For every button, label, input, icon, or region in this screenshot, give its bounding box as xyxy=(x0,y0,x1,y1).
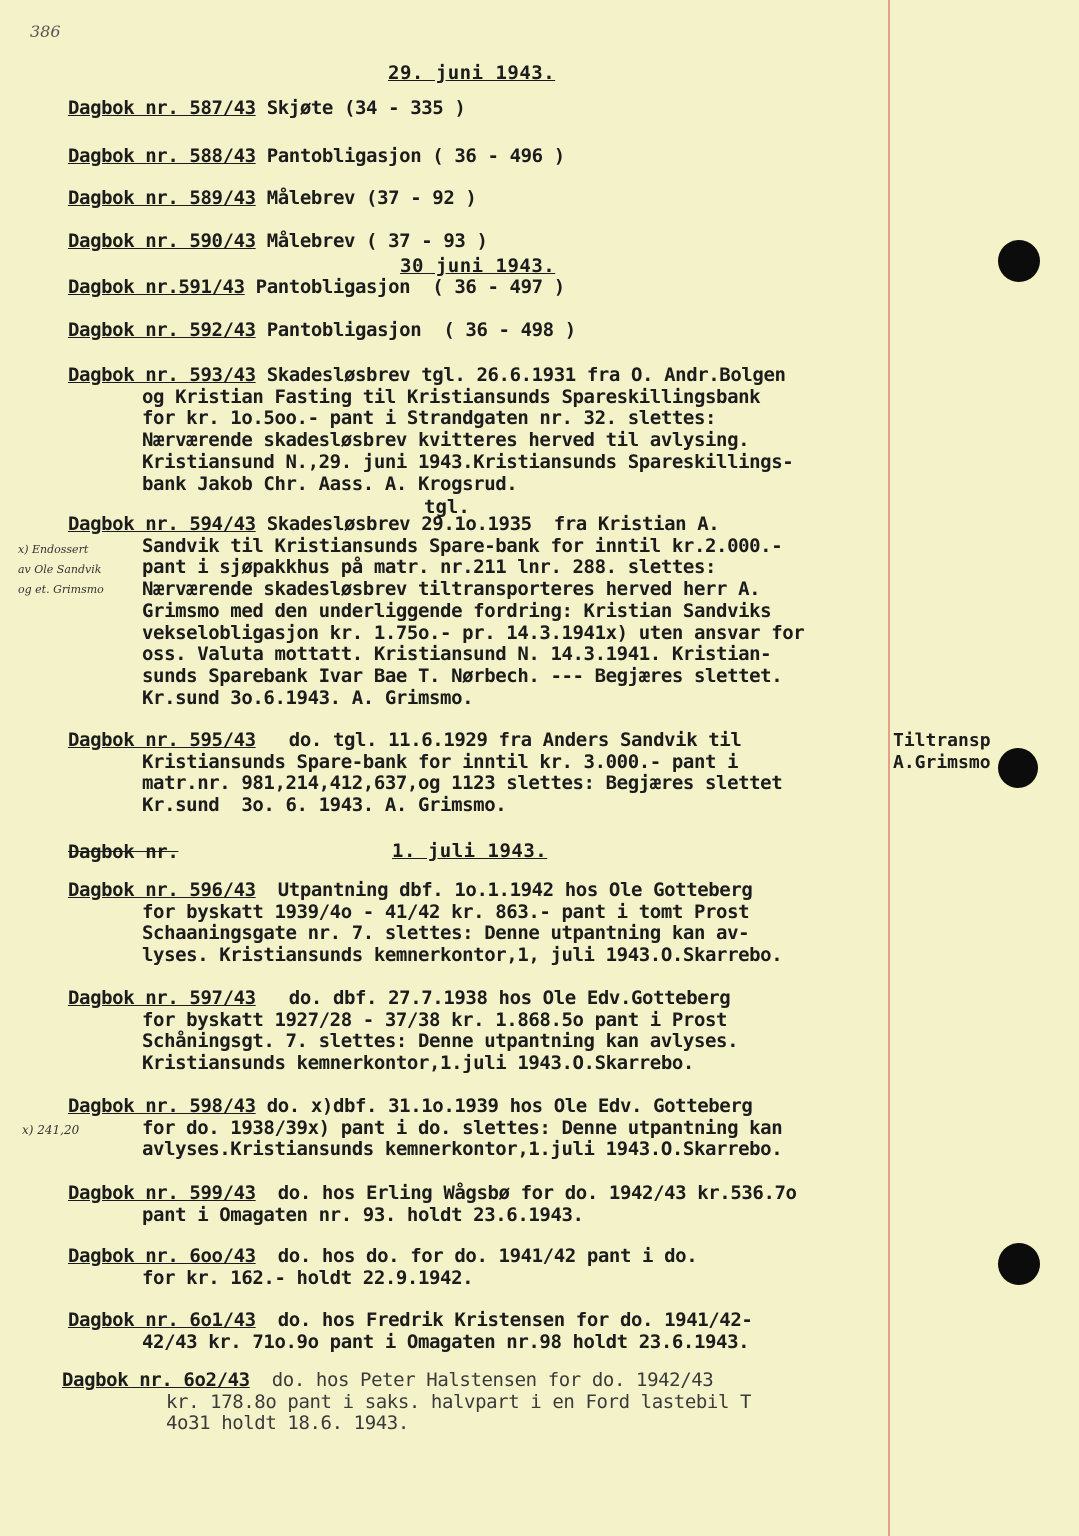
entry-text-line: pant i Omagaten nr. 93. holdt 23.6.1943. xyxy=(142,1203,584,1226)
entry-text-line: avlyses.Kristiansunds kemnerkontor,1.juli 1943.O.Skarrebo. xyxy=(142,1138,783,1161)
date-heading: 29. juni 1943. xyxy=(388,62,556,84)
entry-text-line: Kristiansunds kemnerkontor,1.juli 1943.O.Skarrebo. xyxy=(142,1052,694,1075)
entry-text-line: Schåningsgt. 7. slettes: Denne utpantning kan avlyses. xyxy=(142,1030,739,1053)
punch-hole-top xyxy=(998,240,1040,282)
entry-text-line: 4o31 holdt 18.6. 1943. xyxy=(166,1412,409,1435)
entry-text: Utpantning dbf. 1o.1.1942 hos Ole Gotteberg xyxy=(255,879,753,901)
entry-ref: Dagbok nr. 6oo/43 xyxy=(68,1245,256,1267)
entry-601 xyxy=(68,1310,898,1353)
entry-ref: Dagbok nr. 587/43 xyxy=(68,97,256,119)
entry-text: do. hos Erling Wågsbø for do. 1942/43 kr.536.7o xyxy=(255,1182,797,1204)
entry-text: do. tgl. 11.6.1929 fra Anders Sandvik til xyxy=(255,729,742,751)
entry-ref: Dagbok nr. 597/43 xyxy=(68,987,256,1009)
handwritten-margin-note: x) Endossert av Ole Sandvik og et. Grimsmo xyxy=(18,543,104,596)
entry-text: do. hos do. for do. 1941/42 pant i do. xyxy=(255,1245,698,1267)
entry-text: do. x)dbf. 31.1o.1939 hos Ole Edv. Gotteberg xyxy=(255,1095,753,1117)
entry-text-line: for byskatt 1927/28 - 37/38 kr. 1.868.5o pant i Prost xyxy=(142,1008,728,1031)
entry-text: do. dbf. 27.7.1938 hos Ole Edv.Gotteberg xyxy=(255,987,731,1009)
entry-text-line: kr. 178.8o pant i saks. halvpart i en Ford lastebil T xyxy=(166,1390,752,1413)
entry-ref: Dagbok nr. 592/43 xyxy=(68,319,256,341)
entry-text-line: Grimsmo med den underliggende fordring: Kristian Sandviks xyxy=(142,599,772,622)
entry-591 xyxy=(68,277,898,299)
entry-ref: Dagbok nr. 6o1/43 xyxy=(68,1309,256,1331)
entry-600 xyxy=(68,1246,898,1289)
entry-text-line: Nærværende skadesløsbrev kvitteres herved til avlysing. xyxy=(142,429,750,452)
punch-hole-bottom xyxy=(998,1243,1040,1285)
entry-text-line: Nærværende skadesløsbrev tiltransporteres herved herr A. xyxy=(142,578,761,601)
page-number: 386 xyxy=(30,22,61,41)
entry-text-line: sunds Sparebank Ivar Bae T. Nørbech. --- Begjæres slettet. xyxy=(142,664,783,687)
entry-590 xyxy=(68,231,898,253)
entry-ref: Dagbok nr. 588/43 xyxy=(68,145,256,167)
entry-text-line: Kristiansunds Spare-bank for inntil kr. 3.000.- pant i xyxy=(142,750,739,773)
entry-ref: Dagbok nr. 593/43 xyxy=(68,364,256,386)
entry-text: Skjøte (34 - 335 ) xyxy=(255,97,466,119)
entry-ref: Dagbok nr. 589/43 xyxy=(68,187,256,209)
entry-592 xyxy=(68,320,898,342)
entry-595 xyxy=(68,730,898,817)
entry-text-line: Schaaningsgate nr. 7. slettes: Denne utpantning kan av- xyxy=(142,922,750,945)
entry-text-line: for do. 1938/39x) pant i do. slettes: Denne utpantning kan xyxy=(142,1116,783,1139)
entry-597 xyxy=(68,988,898,1075)
entry-598 xyxy=(68,1096,898,1161)
entry-text-line: Sandvik til Kristiansunds Spare-bank for inntil kr.2.000.- xyxy=(142,534,783,557)
entry-text-line: for kr. 1o.5oo.- pant i Strandgaten nr. 32. slettes: xyxy=(142,407,717,430)
entry-text: Pantobligasjon ( 36 - 497 ) xyxy=(244,276,565,298)
entry-text: Målebrev (37 - 92 ) xyxy=(255,187,477,209)
entry-text-line: bank Jakob Chr. Aass. A. Krogsrud. xyxy=(142,472,518,495)
entry-ref: Dagbok nr. 590/43 xyxy=(68,230,256,252)
entry-text: Pantobligasjon ( 36 - 496 ) xyxy=(255,145,565,167)
entry-596 xyxy=(68,880,898,967)
inserted-word: tgl. xyxy=(424,496,470,518)
entry-593 xyxy=(68,365,898,495)
entry-text: Skadesløsbrev 29.1o.1935 fra Kristian A. xyxy=(255,513,720,535)
entry-594 xyxy=(68,514,898,709)
entry-text-line: lyses. Kristiansunds kemnerkontor,1, juli 1943.O.Skarrebo. xyxy=(142,944,783,967)
entry-ref: Dagbok nr.591/43 xyxy=(68,276,245,298)
handwritten-margin-note: x) 241,20 xyxy=(22,1123,80,1137)
entry-text-line: for byskatt 1939/4o - 41/42 kr. 863.- pant i tomt Prost xyxy=(142,900,750,923)
entry-text: Målebrev ( 37 - 93 ) xyxy=(255,230,488,252)
entry-text: do. hos Peter Halstensen for do. 1942/43 xyxy=(249,1369,714,1391)
entry-text-line: oss. Valuta mottatt. Kristiansund N. 14.3.1941. Kristian- xyxy=(142,643,772,666)
entry-587 xyxy=(68,98,898,120)
entry-text: Pantobligasjon ( 36 - 498 ) xyxy=(255,319,576,341)
entry-ref: Dagbok nr. 596/43 xyxy=(68,879,256,901)
date-heading: 1. juli 1943. xyxy=(392,840,548,862)
entry-ref: Dagbok nr. 594/43 xyxy=(68,513,256,535)
entry-text-line: vekselobligasjon kr. 1.75o.- pr. 14.3.1941x) uten ansvar for xyxy=(142,621,805,644)
entry-602 xyxy=(62,1370,892,1435)
entry-599 xyxy=(68,1183,898,1226)
entry-ref: Dagbok nr. 595/43 xyxy=(68,729,256,751)
punch-hole-middle xyxy=(998,748,1038,788)
struck-text: Dagbok nr. xyxy=(68,841,179,863)
entry-text-line: for kr. 162.- holdt 22.9.1942. xyxy=(142,1266,474,1289)
entry-text-line: Kr.sund 3o.6.1943. A. Grimsmo. xyxy=(142,686,474,709)
entry-ref: Dagbok nr. 598/43 xyxy=(68,1095,256,1117)
entry-588 xyxy=(68,146,898,168)
side-note: Tiltransp A.Grimsmo xyxy=(893,730,991,773)
entry-text-line: Kr.sund 3o. 6. 1943. A. Grimsmo. xyxy=(142,794,507,817)
entry-text-line: 42/43 kr. 71o.9o pant i Omagaten nr.98 holdt 23.6.1943. xyxy=(142,1330,750,1353)
entry-text-line: pant i sjøpakkhus på matr. nr.211 lnr. 288. slettes: xyxy=(142,556,717,579)
entry-text: Skadesløsbrev tgl. 26.6.1931 fra O. Andr.Bolgen xyxy=(255,364,786,386)
entry-ref: Dagbok nr. 6o2/43 xyxy=(62,1369,250,1391)
entry-text-line: og Kristian Fasting til Kristiansunds Spareskillingsbank xyxy=(142,385,761,408)
entry-text-line: matr.nr. 981,214,412,637,og 1123 slettes: Begjæres slettet xyxy=(142,772,783,795)
date-heading: 30 juni 1943. xyxy=(400,255,556,277)
entry-text-line: Kristiansund N.,29. juni 1943.Kristiansunds Spareskillings- xyxy=(142,450,794,473)
entry-text: do. hos Fredrik Kristensen for do. 1941/42- xyxy=(255,1309,753,1331)
entry-589 xyxy=(68,188,898,210)
entry-ref: Dagbok nr. 599/43 xyxy=(68,1182,256,1204)
